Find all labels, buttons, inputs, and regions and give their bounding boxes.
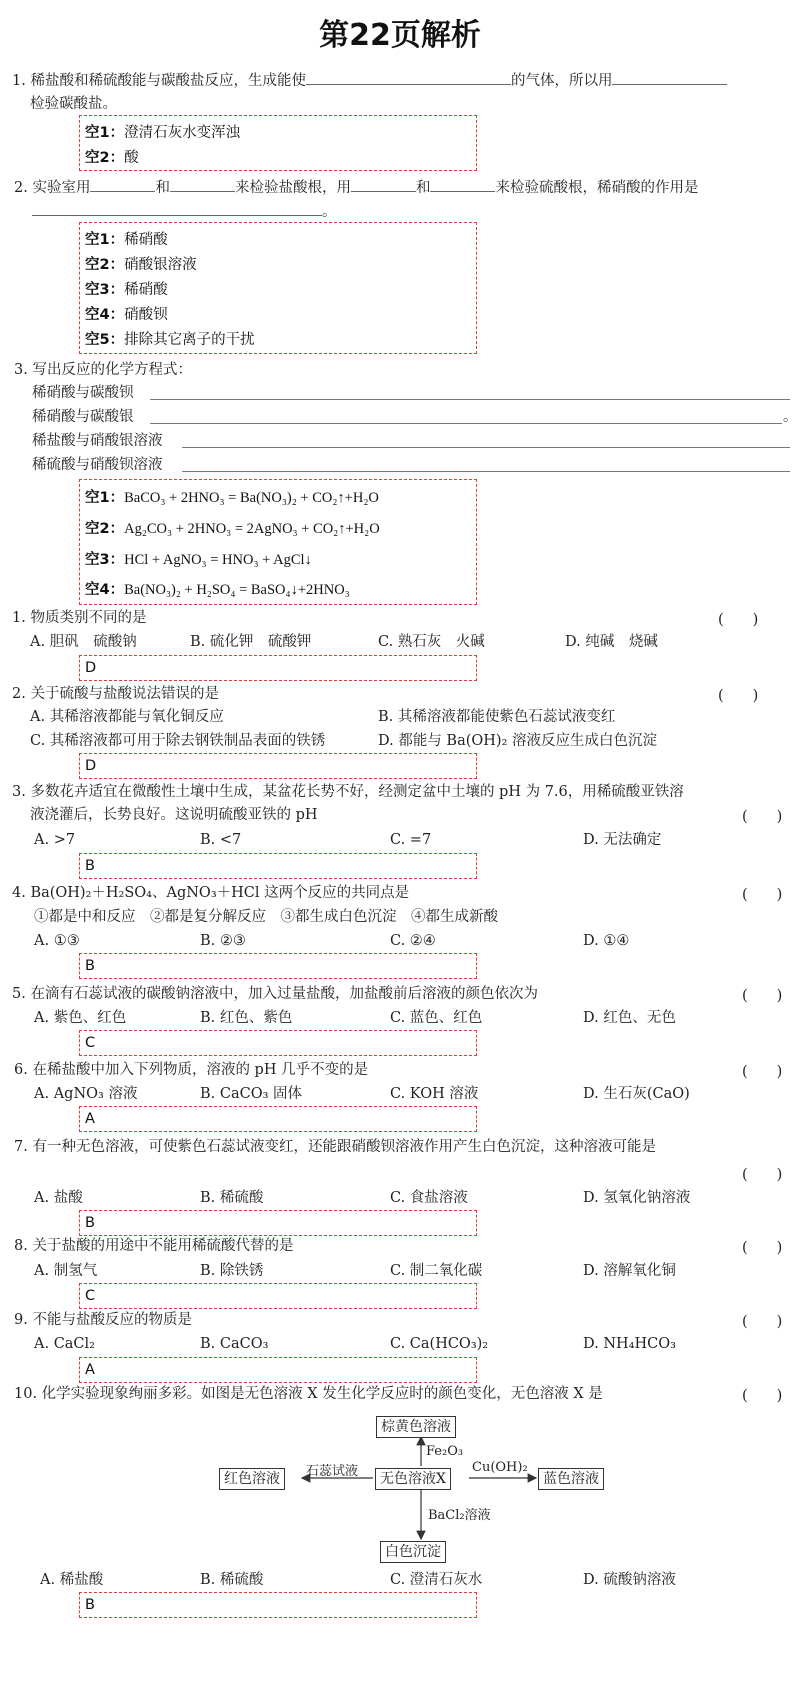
mc1-paren: ( ) [718,612,759,628]
label-up: Fe₂O₃ [426,1444,464,1459]
mc6-option-d: D. 生石灰(CaO) [583,1086,690,1102]
node-top: 棕黄色溶液 [376,1416,456,1438]
mc3-option-d: D. 无法确定 [583,832,662,848]
q3-stem: 3. 写出反应的化学方程式： [14,362,192,378]
mc10-option-d: D. 硫酸钠溶液 [583,1572,676,1588]
mc7-stem: 7. 有一种无色溶液，可使紫色石蕊试液变红，还能跟硝酸钡溶液作用产生白色沉淀，这种溶液可能是 [14,1139,656,1155]
mc3-option-c: C. =7 [390,832,432,848]
mc10-stem: 10. 化学实验现象绚丽多彩。如图是无色溶液 X 发生化学反应时的颜色变化，无色溶液 X 是 [14,1386,603,1402]
mc2-option-c: C. 其稀溶液都可用于除去钢铁制品表面的铁锈 [30,733,326,749]
mc2-stem: 2. 关于硫酸与盐酸说法错误的是 [12,686,219,702]
mc9-answer-box: A [79,1357,477,1383]
node-right: 蓝色溶液 [538,1468,604,1490]
mc9-option-a: A. CaCl₂ [34,1336,95,1352]
q3-line: 稀硝酸与碳酸银 [32,409,134,425]
mc5-option-a: A. 紫色、红色 [34,1010,127,1026]
mc8-stem: 8. 关于盐酸的用途中不能用稀硫酸代替的是 [14,1238,294,1254]
q1-line1: 1. 稀盐酸和稀硫酸能与碳酸盐反应，生成能使 的气体，所以用 [12,70,727,91]
mc7-option-d: D. 氢氧化钠溶液 [583,1190,691,1206]
mc5-option-d: D. 红色、无色 [583,1010,676,1026]
mc2-answer-box: D [79,753,477,779]
mc4-option-c: C. ②④ [390,933,436,949]
mc5-option-b: B. 红色、紫色 [200,1010,293,1026]
mc5-stem: 5. 在滴有石蕊试液的碳酸钠溶液中，加入过量盐酸，加盐酸前后溶液的颜色依次为 [12,986,538,1002]
mc1-answer-box: D [79,655,477,681]
mc2-option-b: B. 其稀溶液都能使紫色石蕊试液变红 [378,709,616,725]
mc7-answer-box: B [79,1210,477,1236]
mc4-option-d: D. ①④ [583,933,630,949]
label-left: 石蕊试液 [306,1464,359,1479]
mc8-option-b: B. 除铁锈 [200,1263,264,1279]
q2-line1: 2. 实验室用 和 来检验盐酸根，用 和 来检验硫酸根，稀硝酸的作用是 [14,177,698,198]
q1-line2: 检验碳酸盐。 [30,96,117,112]
mc4-paren: ( ) [742,887,783,903]
label-down: BaCl₂溶液 [428,1508,491,1523]
mc1-option-b: B. 硫化钾 硫酸钾 [190,634,312,650]
mc3-option-b: B. <7 [200,832,242,848]
mc8-paren: ( ) [742,1240,783,1256]
mc7-paren: ( ) [742,1167,783,1183]
page-title: 第22页解析 [319,18,481,53]
q3-answer-box: 空1：BaCO₃ + 2HNO₃ = Ba(NO₃)₂ + CO₂↑+H₂O 空2：Ag₂CO₃ + 2HNO₃ = 2AgNO₃ + CO₂↑+H₂O 空3：HCl + AgNO₃ = HNO₃ + AgCl↓ 空4：Ba(NO₃)₂ + H₂SO₄ = BaSO₄↓+2HNO₃ [79,479,477,605]
mc6-option-c: C. KOH 溶液 [390,1086,479,1102]
mc3-stem: 3. 多数花卉适宜在微酸性土壤中生成，某盆花长势不好，经测定盆中土壤的 pH 为 7.6，用稀硫酸亚铁溶 [12,784,684,800]
q3-period: 。 [783,409,798,425]
mc6-option-b: B. CaCO₃ 固体 [200,1086,303,1102]
mc2-paren: ( ) [718,688,759,704]
mc6-answer-box: A [79,1106,477,1132]
mc3-answer-box: B [79,853,477,879]
mc4-stem2: ①都是中和反应 ②都是复分解反应 ③都生成白色沉淀 ④都生成新酸 [34,909,498,925]
mc8-option-c: C. 制二氧化碳 [390,1263,483,1279]
q2-answer-box: 空1：稀硝酸 空2：硝酸银溶液 空3：稀硝酸 空4：硝酸钡 空5：排除其它离子的干扰 [79,222,477,354]
q3-line: 稀硫酸与硝酸钡溶液 [32,457,163,473]
mc5-option-c: C. 蓝色、红色 [390,1010,483,1026]
mc2-option-a: A. 其稀溶液都能与氧化铜反应 [30,709,224,725]
mc6-stem: 6. 在稀盐酸中加入下列物质，溶液的 pH 几乎不变的是 [14,1062,369,1078]
mc10-option-c: C. 澄清石灰水 [390,1572,483,1588]
mc4-option-a: A. ①③ [34,933,80,949]
mc5-paren: ( ) [742,988,783,1004]
mc4-stem: 4. Ba(OH)₂＋H₂SO₄、AgNO₃＋HCl 这两个反应的共同点是 [12,885,410,901]
node-bottom: 白色沉淀 [380,1541,446,1563]
mc10-answer-box: B [79,1592,477,1618]
mc4-option-b: B. ②③ [200,933,246,949]
mc7-option-b: B. 稀硫酸 [200,1190,264,1206]
mc10-paren: ( ) [742,1388,783,1404]
mc1-option-c: C. 熟石灰 火碱 [378,634,485,650]
mc8-option-a: A. 制氢气 [34,1263,98,1279]
mc1-option-a: A. 胆矾 硫酸钠 [30,634,137,650]
node-left: 红色溶液 [219,1468,285,1490]
mc3-option-a: A. >7 [34,832,76,848]
mc7-option-c: C. 食盐溶液 [390,1190,468,1206]
mc1-stem: 1. 物质类别不同的是 [12,610,147,626]
mc6-paren: ( ) [742,1064,783,1080]
label-right: Cu(OH)₂ [472,1460,528,1475]
mc4-answer-box: B [79,953,477,979]
node-center: 无色溶液X [375,1468,451,1490]
mc9-option-c: C. Ca(HCO₃)₂ [390,1336,489,1352]
mc10-option-a: A. 稀盐酸 [40,1572,104,1588]
mc7-option-a: A. 盐酸 [34,1190,83,1206]
mc8-answer-box: C [79,1283,477,1309]
mc9-paren: ( ) [742,1314,783,1330]
q2-line2: 。 [32,201,337,222]
mc9-option-d: D. NH₄HCO₃ [583,1336,676,1352]
mc5-answer-box: C [79,1030,477,1056]
mc8-option-d: D. 溶解氧化铜 [583,1263,676,1279]
q3-line: 稀硝酸与碳酸钡 [32,385,134,401]
mc3-paren: ( ) [742,809,783,825]
q3-line: 稀盐酸与硝酸银溶液 [32,433,163,449]
mc9-stem: 9. 不能与盐酸反应的物质是 [14,1312,192,1328]
mc1-option-d: D. 纯碱 烧碱 [565,634,658,650]
mc3-stem2: 液浇灌后，长势良好。这说明硫酸亚铁的 pH [30,807,318,823]
mc9-option-b: B. CaCO₃ [200,1336,269,1352]
q1-answer-box: 空1：澄清石灰水变浑浊 空2：酸 [79,115,477,171]
mc10-option-b: B. 稀硫酸 [200,1572,264,1588]
mc2-option-d: D. 都能与 Ba(OH)₂ 溶液反应生成白色沉淀 [378,733,658,749]
mc6-option-a: A. AgNO₃ 溶液 [34,1086,138,1102]
